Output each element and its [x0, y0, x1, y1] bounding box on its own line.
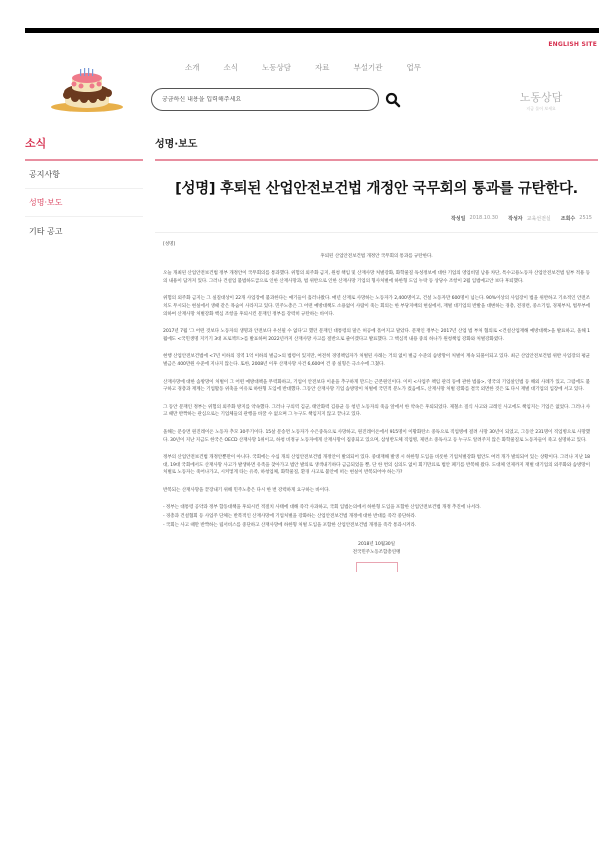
sidebar-item-statements[interactable]: 성명·보도 — [25, 189, 143, 217]
demand-item: - 경총과 건설협회 등 사업주 단체는 반복적인 산재사망에 기업처벌을 강화하는 산업안전보건법 개정에 대한 반대를 즉각 중단하라. — [163, 514, 417, 520]
nav-news[interactable]: 소식 — [223, 63, 238, 72]
paragraph: 정부의 산업안전보건법 개정안뿐만이 아니다. 국회에는 수십 개의 산업안전보건법 개정안이 발의되어 있다. 중대재해 발생 시 하한형 도입을 비롯한 기업처벌강화 법안도 여러 개가 발의되어 있는 상황이다. 그러나 지난 18대, 19대 국회에서도 산재사망 사고가 발생하면 유족을 찾아가고 법안 발의로 생색내기하다 금금되었을 뿐, 단 한 번의 심의도 없이 회기만료로 법안 폐기를 반복해 왔다. 도대체 언제까지 재벌 대기업의 외주화와 솜방망이 처벌로 노동자는 죽어나가고, 시커멓게 타는 유족, 하청업체, 화학물질, 환경 사고로 불안에 떠는 현실이 반복되어야 하는가? — [163, 455, 590, 476]
nav-affiliates[interactable]: 부설기관 — [353, 63, 383, 72]
labor-counsel-widget[interactable] — [516, 89, 566, 112]
global-nav — [160, 62, 421, 73]
paragraph: 반복되는 산재사망을 끝장내기 위해 민주노총은 다시 한 번 강력하게 요구하는 바이다. — [163, 487, 330, 493]
meta-author-value: 교육선전실 — [526, 216, 551, 222]
article-title: [성명] 후퇴된 산업안전보건법 개정안 국무회의 통과를 규탄한다. — [175, 181, 578, 197]
paragraph: 위험의 외주화 금지는 그 실질대상이 22개 사업장에 불과한다는 얘기들이 흘러나왔다. 매년 산재로 사망하는 노동자가 2,400명이고, 건설 노동자만 600명이 넘는다. 90%이상의 사업장이 법을 위반하고 기초적인 안전조치도 무시되는 현실에서 생때 같은 목숨이 사라지고 있다. 민주노총은 그 어떤 예방대책도 소용없이 사람이 죽는 회의는 한 부당지배의 현실에서, 재벌 대기업의 반발을 대변하는 경총, 전경련, 중소기업, 경제부처, 법무부에 의하여 산재사망 처벌강화 핵심 조항을 후퇴시킨 문재인 정부를 강력히 규탄하는 바이다. — [163, 296, 590, 317]
search-input[interactable] — [162, 96, 362, 103]
paragraph: 그 동안 문재인 정부는 위험의 외주화 방지를 약속했다. 그러나 구의역 김군, 태안화력 김용균 등 청년 노동자의 죽음 앞에서 한 약속은 후퇴되었다. 제철소 질식 사고와 크레인 사고에도 책임지는 기업은 없었다. 그러나 사고 때만 반짝하는 관심으로는 기업체들의 관행을 바꿀 수 없으며 그 누구도 책임지지 않고 끝나고 있다. — [163, 404, 590, 418]
counsel-title: 노동상담 — [519, 91, 563, 104]
nav-resources[interactable]: 자료 — [314, 63, 330, 72]
sidebar-title: 소식 — [25, 125, 143, 161]
nav-labor-counsel[interactable]: 노동상담 — [262, 63, 291, 72]
nav-intro[interactable]: 소개 — [185, 63, 200, 72]
top-black-bar — [25, 28, 599, 33]
article-tag: [성명] — [163, 242, 176, 247]
nav-work[interactable]: 업무 — [406, 63, 421, 72]
sidebar-item-other-notices[interactable]: 기타 공고 — [29, 226, 63, 236]
paragraph: 2017년 7월 '그 어떤 것보다 노동자의 생명과 안전보다 우선될 수 없다'고 했던 문재인 대통령의 말은 허공에 흩어지고 말았다. 문재인 정부는 2017년 산업 법 부처 협의로 <건설산업재해 예방대책>을 발표하고, 올해 1월에도 <국민생명 지키기 3대 프로젝트>를 발표하며 2022년까지 산재사망 사고를 절반으로 줄이겠다고 발표했다. 그 핵심적 내용 중의 하나가 원청책임 강화와 처벌강화였다. — [163, 329, 590, 342]
article-meta — [155, 215, 598, 233]
demands-list — [163, 504, 590, 529]
paragraph: 올해는 문송면 원진레이온 노동자 추모 30주기이다. 15살 문송면 노동자가 수은중독으로 사망하고, 원진레이온에서 915명이 이황화탄소 중독으로 직업병에 걸려 사망 30년이 되었고, 그동안 231명이 직업병으로 사망했다. 30년이 지난 지금도 한국은 OECD 산재사망 1위이고, 하청 비정규 노동자에게 산재사망이 집중되고 있으며, 삼성반도체 직업병, 제련소 중독사고 등 누구도 알려주지 않은 화학물질로 노동자들이 죽고 실명하고 있다. — [163, 429, 590, 443]
meta-views-value: 2515 — [579, 215, 592, 221]
meta-date-value: 2018.10.30 — [469, 215, 499, 221]
cake-logo-icon[interactable] — [48, 62, 126, 114]
main-content — [155, 125, 598, 572]
section-title: 성명·보도 — [155, 125, 598, 161]
search-box — [151, 88, 379, 111]
sign-org: 전국민주노동조합총연맹 — [352, 549, 401, 555]
paragraph: 오늘 개최된 산업안전보건법 정부 개정안이 국무회의를 통과했다. 위험의 외주화 금지, 원청 책임 및 산재사망 처벌강화, 화학물질 독성정보에 대한 기업의 영업비밀 남용 차단, 특수고용노동자 산업안전보건법 일부 적용 등의 내용이 담겨져 있다. 그러나 건설업 불법하도급으로 인한 산재사망과, 법 위반으로 인한 산재사망 기업의 형사처벌에 하한형 도입 누락 등 상당수 조항이 2월 입법예고안 보다 후퇴했다. — [163, 271, 590, 284]
paragraph: 현행 산업안전보건법에 <7년 이하의 징역 1억 이하의 벌금>의 법령이 있지만, 여전히 경영책임자가 처벌된 사례는 거의 없이 벌금 수준의 솜방망이 처벌이 계속 되풀이되고 있다. 최근 산업안전보건법 위반 사업장의 평균 벌금은 400만원 수준에 지나지 않는다. 또한, 2008년 이후 산재사망 사건 6,600여 건 중 실형은 극소수에 그쳤다. — [163, 354, 590, 367]
article-body — [155, 233, 598, 572]
counsel-subtitle: 지금 물어 보세요 — [526, 106, 556, 111]
sidebar-item-notice[interactable]: 공지사항 — [25, 161, 143, 189]
meta-views-label: 조회수 — [560, 216, 576, 222]
list-button[interactable] — [356, 562, 398, 572]
paragraph: 산재사망에 대한 솜방망이 처벌이 그 어떤 예방대책을 무력화하고, 기업이 안전보다 이윤을 추구하게 만드는 근본원인이다. 이미 <사업주 책임 관리 등에 관한 법률>, 영국의 기업살인법 등 해외 사례가 있고, 그럼에도 불구하고 경총과 재계는 기업활동 위축을 이유로 하한형 도입에 반대했다. 그동안 산재사망 기업 솜방망이 처벌에 국민적 분노가 컸음에도, 산재사망 처벌 강화를 결국 외면한 것은 또 다시 재벌 대기업의 입장에 서고 있다. — [163, 379, 590, 393]
meta-date-label: 작성일 — [450, 216, 466, 222]
meta-author-label: 작성자 — [508, 216, 523, 222]
sidebar — [25, 125, 143, 245]
demand-item: - 국회는 사고 때만 반짝하는 립서비스를 중단하고 산재사망에 하한형 처벌 도입을 포함한 산업안전보건법 개정을 즉각 통과시켜라. — [163, 522, 417, 528]
signature — [163, 541, 590, 556]
article-subtitle: 후퇴된 산업안전보건법 개정안 국무회의 통과를 규탄한다. — [320, 253, 433, 259]
english-site-link[interactable]: ENGLISH SITE — [548, 41, 597, 48]
demand-item: - 정부는 대통령 공약과 정부 합동대책을 후퇴시킨 적절치 사태에 대해 즉각 사과하고, 국회 입법논의에서 하한형 도입을 포함한 산업안전보건법 개정 추진에 나서라. — [163, 505, 481, 511]
search-icon[interactable] — [385, 92, 401, 108]
sign-date: 2018년 10월30일 — [358, 542, 395, 548]
